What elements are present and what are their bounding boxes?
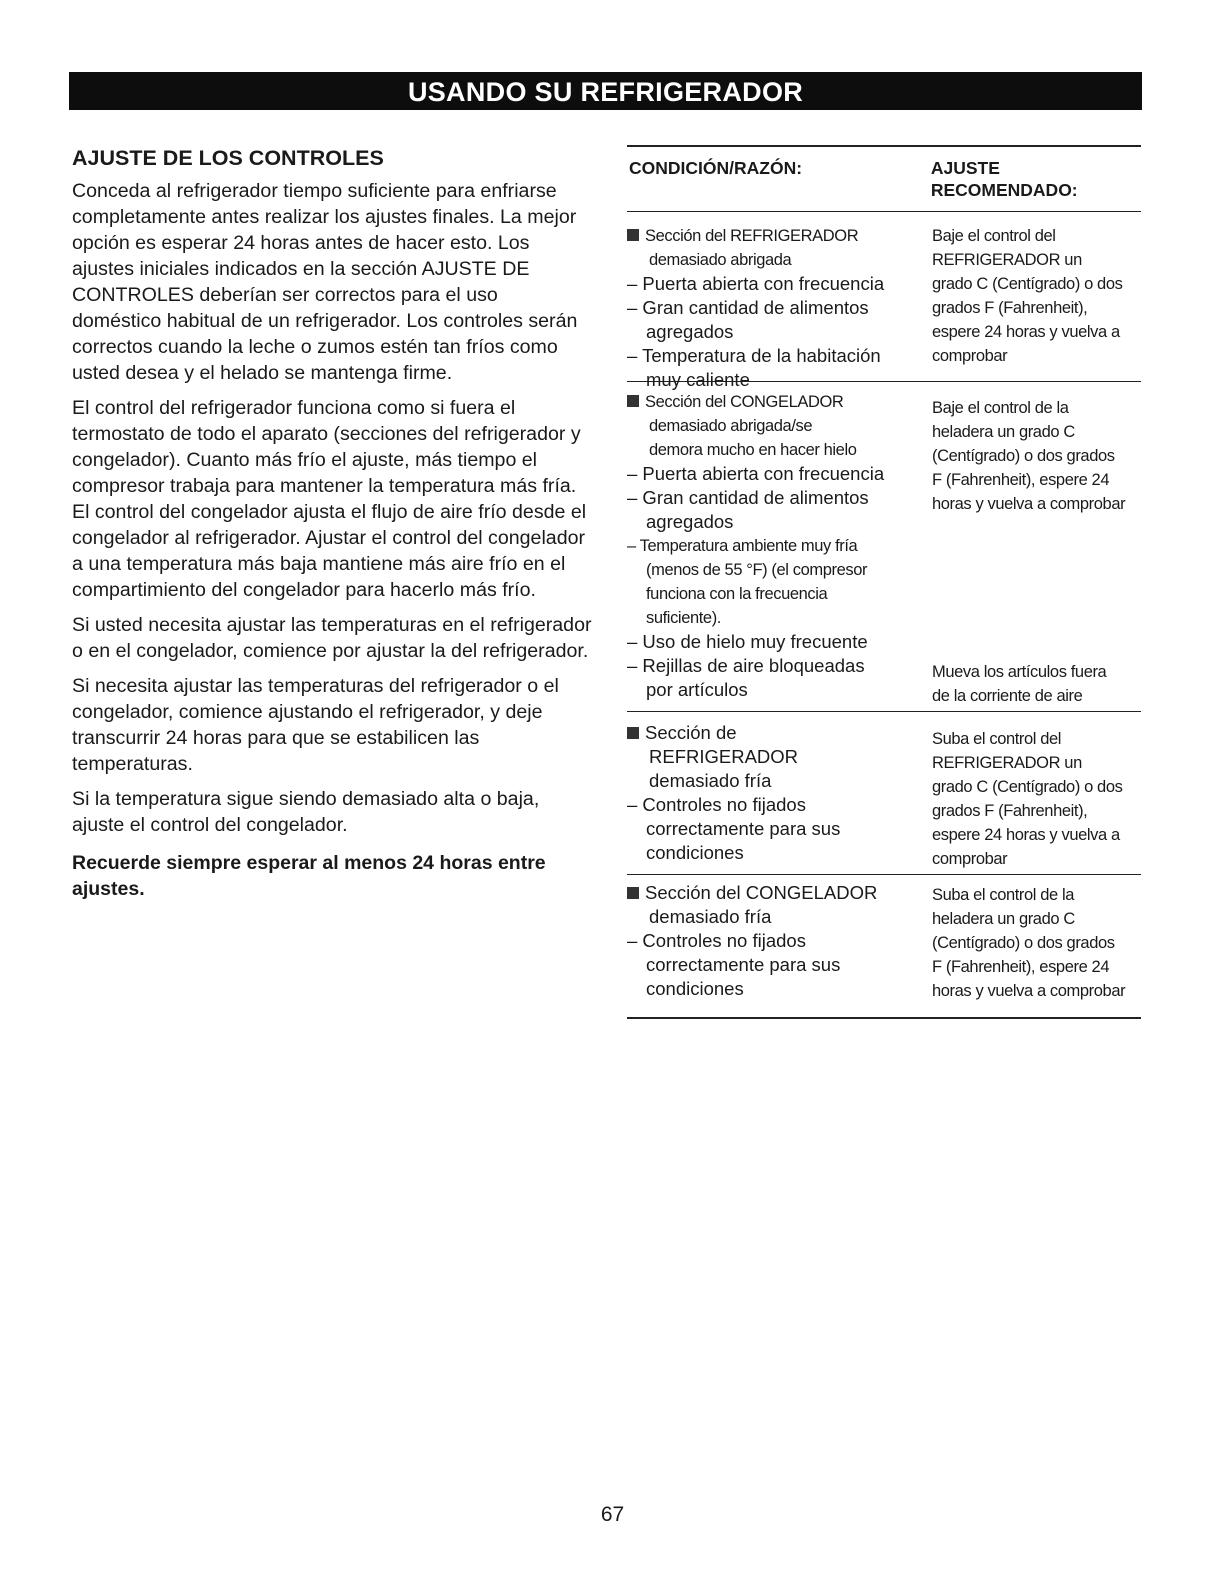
condition-line: Sección del REFRIGERADOR	[645, 227, 859, 245]
paragraph: El control del refrigerador funciona como si fuera el termostato de todo el aparato (secciones del refrigerador y congelador). Cuanto más frío el ajuste, más tiempo el compresor trabaja para mantener la temperatura más fría. El control del congelador ajusta el flujo de aire frío desde el congelador al refrigerador. Ajustar el control del congelador a una temperatura más baja mantiene más aire frío en el compartimiento del congelador para hacerlo más frío.	[72, 397, 587, 601]
condition-line: suficiente).	[646, 609, 721, 627]
paragraph: Conceda al refrigerador tiempo suficiente para enfriarse completamente antes realizar los ajustes finales. La mejor opción es esperar 24 horas antes de hacer esto. Los ajustes iniciales indicados en la sección AJUSTE DE CONTROLES deberían ser correctos para el uso doméstico habitual de un refrigerador. Los controles serán correctos cuando la leche o zumos estén tan fríos como usted desea y el helado se mantenga firme.	[72, 180, 578, 384]
condition-line: demasiado abrigada	[649, 251, 792, 269]
condition-line: demasiado fría	[649, 770, 772, 791]
adjust-line: REFRIGERADOR un	[932, 754, 1082, 772]
adjust-line: grados F (Fahrenheit),	[932, 802, 1088, 820]
condition-line: por artículos	[646, 679, 748, 700]
adjust-line: heladera un grado C	[932, 423, 1075, 441]
condition-line: – Rejillas de aire bloqueadas	[627, 655, 865, 676]
adjust-line: F (Fahrenheit), espere 24	[932, 958, 1110, 976]
condition-line: (menos de 55 °F) (el compresor	[646, 561, 868, 579]
square-bullet-icon	[627, 727, 639, 739]
condition-line: agregados	[646, 321, 734, 342]
section-heading: AJUSTE DE LOS CONTROLES	[72, 146, 384, 170]
adjust-line: horas y vuelva a comprobar	[932, 495, 1126, 513]
paragraph: Si necesita ajustar las temperaturas del refrigerador o el congelador, comience ajustando el refrigerador, y deje transcurrir 24 horas para que se estabilicen las temperaturas.	[72, 675, 559, 775]
condition-line: – Temperatura de la habitación	[627, 345, 881, 366]
condition-line: condiciones	[646, 842, 744, 863]
condition-cell	[627, 390, 932, 711]
square-bullet-icon	[627, 229, 639, 241]
condition-cell	[627, 881, 932, 1017]
header-adjust-line: AJUSTE	[930, 158, 1000, 178]
adjust-cell	[932, 881, 1141, 1017]
header-adjust-line: RECOMENDADO:	[930, 180, 1078, 200]
table-header	[627, 147, 1141, 211]
condition-line: – Gran cantidad de alimentos	[627, 487, 869, 508]
adjust-cell	[932, 390, 1141, 711]
condition-line: demora mucho en hacer hielo	[649, 441, 857, 459]
bold-note: Recuerde siempre esperar al menos 24 horas entre ajustes.	[72, 852, 546, 900]
condition-line: – Controles no fijados	[627, 930, 806, 951]
condition-line: – Gran cantidad de alimentos	[627, 297, 869, 318]
adjust-line: heladera un grado C	[932, 910, 1075, 928]
condition-line: Sección del CONGELADOR	[645, 882, 878, 903]
adjust-line: F (Fahrenheit), espere 24	[932, 471, 1110, 489]
adjust-line: Baje el control del	[932, 227, 1056, 245]
adjust-line: de la corriente de aire	[932, 687, 1083, 705]
page-number: 67	[600, 1503, 625, 1526]
adjust-line: Baje el control de la	[932, 399, 1069, 417]
table-row	[627, 382, 1141, 711]
adjust-line: comprobar	[932, 347, 1008, 365]
adjust-line: (Centígrado) o dos grados	[932, 447, 1115, 465]
table-row	[627, 712, 1141, 874]
condition-line: – Temperatura ambiente muy fría	[627, 537, 858, 555]
adjust-extra	[932, 660, 1106, 708]
page-banner: USANDO SU REFRIGERADOR	[69, 72, 1142, 110]
condition-line: condiciones	[646, 978, 744, 999]
adjust-line: REFRIGERADOR un	[932, 251, 1082, 269]
condition-line: Sección del CONGELADOR	[645, 393, 844, 411]
adjust-line: Mueva los artículos fuera	[932, 663, 1107, 681]
adjust-line: comprobar	[932, 850, 1008, 868]
troubleshooting-table	[627, 145, 1141, 1019]
condition-line: correctamente para sus	[646, 818, 841, 839]
adjust-line: espere 24 horas y vuelva a	[932, 323, 1120, 341]
table-row	[627, 212, 1141, 390]
condition-line: Sección de	[645, 722, 737, 743]
square-bullet-icon	[627, 887, 639, 899]
condition-line: funciona con la frecuencia	[646, 585, 828, 603]
adjust-line: Suba el control del	[932, 730, 1062, 748]
table-row	[627, 875, 1141, 1017]
condition-line: – Puerta abierta con frecuencia	[627, 273, 885, 294]
condition-line: demasiado abrigada/se	[649, 417, 813, 435]
adjust-cell	[932, 224, 1141, 381]
header-adjust	[931, 157, 1141, 211]
condition-line: – Uso de hielo muy frecuente	[627, 631, 868, 652]
adjust-line: Suba el control de la	[932, 886, 1075, 904]
adjust-line: (Centígrado) o dos grados	[932, 934, 1115, 952]
paragraph: Si usted necesita ajustar las temperaturas en el refrigerador o en el congelador, comience por ajustar la del refrigerador.	[72, 614, 592, 662]
adjust-line: horas y vuelva a comprobar	[932, 982, 1126, 1000]
condition-line: correctamente para sus	[646, 954, 841, 975]
condition-line: REFRIGERADOR	[649, 746, 799, 767]
adjust-line: grado C (Centígrado) o dos	[932, 275, 1123, 293]
adjust-line: espere 24 horas y vuelva a	[932, 826, 1120, 844]
condition-line: muy caliente	[646, 369, 750, 390]
adjust-line: grado C (Centígrado) o dos	[932, 778, 1123, 796]
adjust-line: grados F (Fahrenheit),	[932, 299, 1088, 317]
adjust-cell	[932, 721, 1141, 874]
condition-cell	[627, 224, 932, 390]
table-bottom-rule	[627, 1017, 1141, 1019]
paragraph: Si la temperatura sigue siendo demasiado alta o baja, ajuste el control del congelador.	[72, 788, 540, 836]
condition-line: agregados	[646, 511, 734, 532]
condition-cell	[627, 721, 932, 874]
header-condition: CONDICIÓN/RAZÓN:	[629, 158, 803, 178]
square-bullet-icon	[627, 395, 639, 407]
condition-line: – Puerta abierta con frecuencia	[627, 463, 885, 484]
condition-line: demasiado fría	[649, 906, 772, 927]
controls-section	[72, 144, 592, 911]
condition-line: – Controles no fijados	[627, 794, 806, 815]
